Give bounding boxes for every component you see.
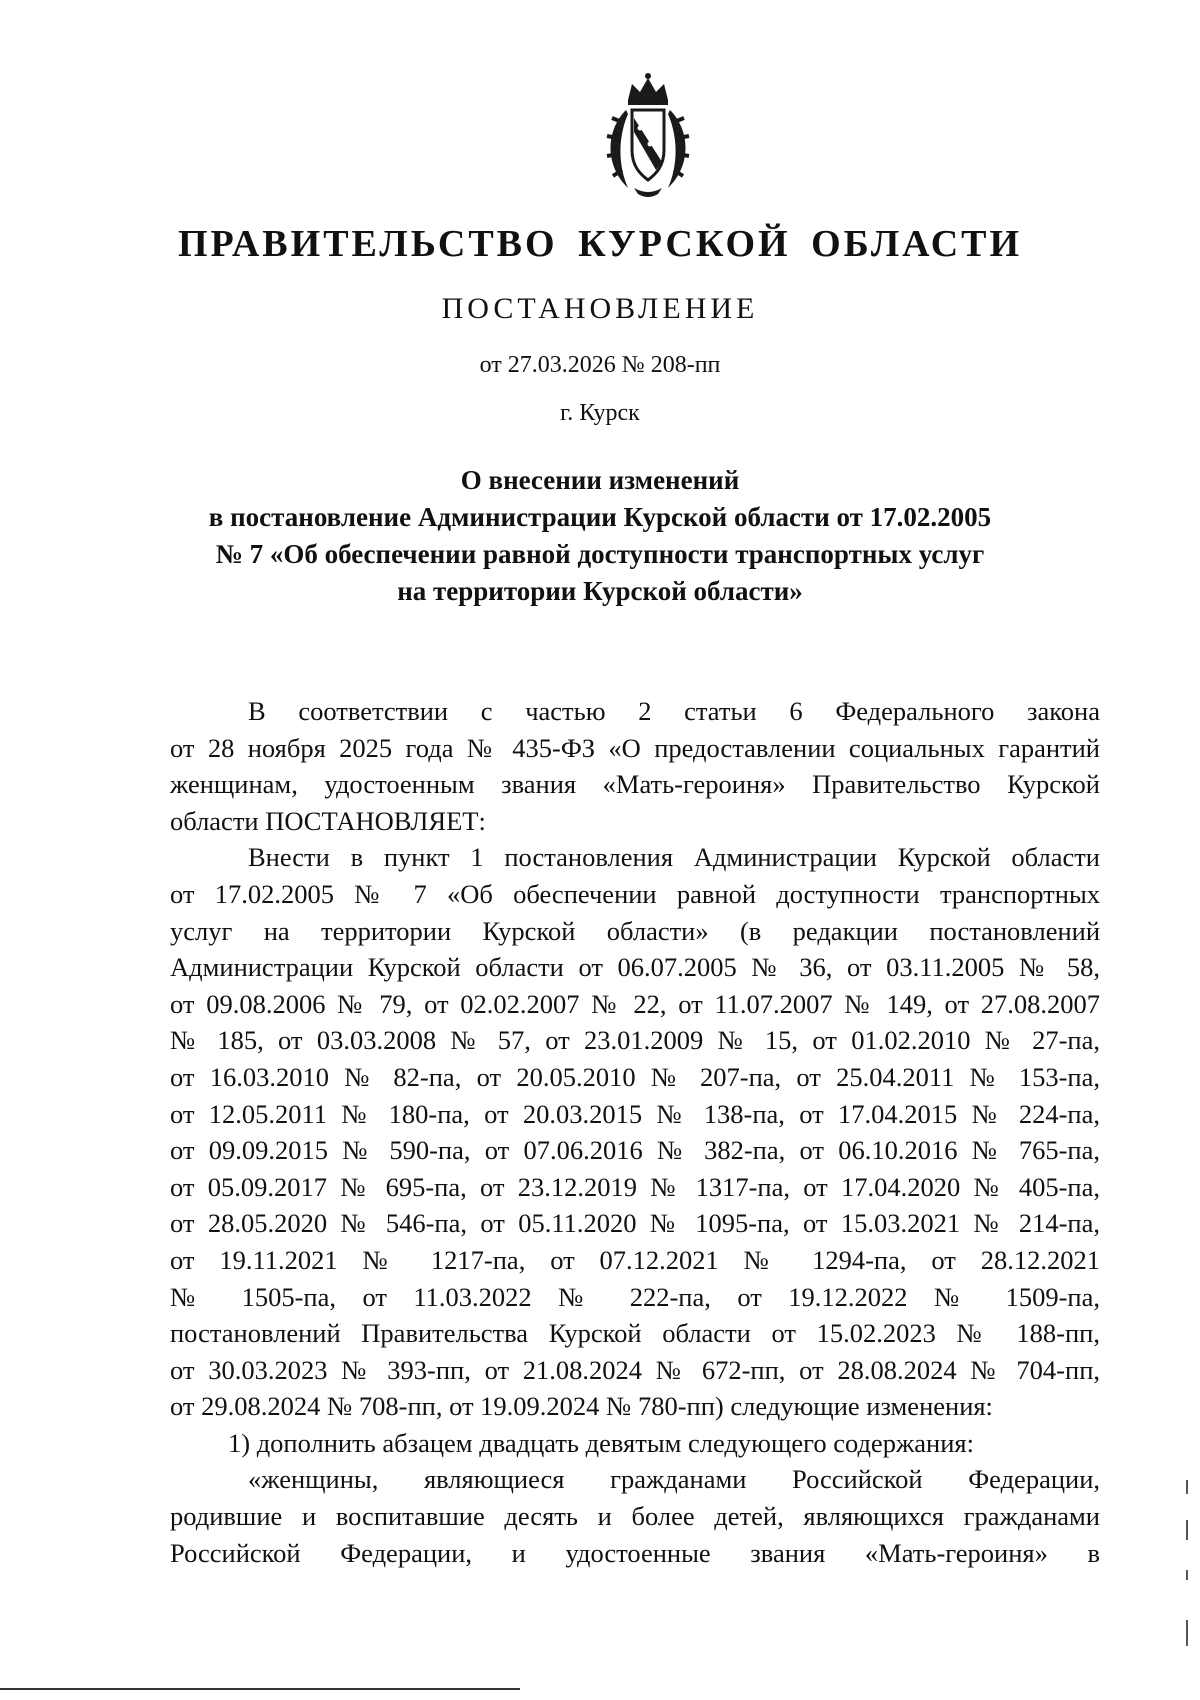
body-line: от 30.03.2023 № 393-пп, от 21.08.2024 № 672-пп, от 28.08.2024 № 704-пп, — [170, 1354, 1100, 1385]
body-line: от 12.05.2011 № 180-па, от 20.03.2015 № 138-па, от 17.04.2015 № 224-па, — [170, 1098, 1100, 1129]
title-line: на территории Курской области» — [397, 576, 803, 606]
body-line: области ПОСТАНОВЛЯЕТ: — [170, 805, 486, 836]
body-line: от 28 ноября 2025 года № 435-ФЗ «О предоставлении социальных гарантий — [170, 732, 1100, 763]
body-line: от 29.08.2024 № 708-пп, от 19.09.2024 № 780-пп) следующие изменения: — [170, 1391, 993, 1422]
government-name: ПРАВИТЕЛЬСТВО КУРСКОЙ ОБЛАСТИ — [177, 223, 1023, 265]
document-type: ПОСТАНОВЛЕНИЕ — [441, 292, 759, 325]
body-line: от 17.02.2005 № 7 «Об обеспечении равной доступности транспортных — [170, 878, 1100, 909]
body-line: от 16.03.2010 № 82-па, от 20.05.2010 № 207-па, от 25.04.2011 № 153-па, — [170, 1061, 1100, 1092]
scan-edge-marks — [1186, 1480, 1190, 1680]
body-line: от 09.08.2006 № 79, от 02.02.2007 № 22, от 11.07.2007 № 149, от 27.08.2007 — [170, 988, 1100, 1019]
body-line: родившие и воспитавшие десять и более детей, являющихся гражданами — [170, 1501, 1100, 1532]
body-line: 1) дополнить абзацем двадцать девятым следующего содержания: — [228, 1427, 974, 1458]
document-body — [170, 693, 1100, 1571]
scan-bottom-rule — [0, 1688, 520, 1690]
title-line: в постановление Администрации Курской области от 17.02.2005 — [208, 502, 992, 532]
body-line: № 185, от 03.03.2008 № 57, от 23.01.2009 № 15, от 01.02.2010 № 27-па, — [170, 1025, 1100, 1056]
body-line: от 05.09.2017 № 695-па, от 23.12.2019 № 1317-па, от 17.04.2020 № 405-па, — [170, 1171, 1100, 1202]
body-line: Российской Федерации, и удостоенные звания «Мать-героиня» в — [170, 1537, 1100, 1568]
body-line: от 19.11.2021 № 1217-па, от 07.12.2021 № 1294-па, от 28.12.2021 — [170, 1244, 1100, 1275]
body-line: Администрации Курской области от 06.07.2005 № 36, от 03.11.2005 № 58, — [170, 952, 1100, 983]
body-line: от 28.05.2020 № 546-па, от 05.11.2020 № 1095-па, от 15.03.2021 № 214-па, — [170, 1208, 1100, 1239]
body-line: В соответствии с частью 2 статьи 6 Федерального закона — [248, 696, 1100, 726]
body-line: постановлений Правительства Курской области от 15.02.2023 № 188-пп, — [170, 1318, 1100, 1349]
title-line: О внесении изменений — [460, 465, 740, 495]
document-title — [140, 462, 1060, 610]
document-number: от 27.03.2026 № 208-пп — [479, 352, 721, 378]
body-line: услуг на территории Курской области» (в редакции постановлений — [170, 915, 1100, 946]
document-city: г. Курск — [560, 400, 640, 426]
coat-of-arms-icon — [598, 70, 698, 200]
body-line: № 1505-па, от 11.03.2022 № 222-па, от 19.12.2022 № 1509-па, — [170, 1281, 1100, 1312]
title-line: № 7 «Об обеспечении равной доступности транспортных услуг — [215, 539, 985, 569]
body-line: Внести в пункт 1 постановления Администрации Курской области — [248, 842, 1100, 873]
body-line: от 09.09.2015 № 590-па, от 07.06.2016 № 382-па, от 06.10.2016 № 765-па, — [170, 1135, 1100, 1166]
body-line: женщинам, удостоенным звания «Мать-героиня» Правительство Курской — [170, 769, 1100, 800]
body-line: «женщины, являющиеся гражданами Российской Федерации, — [248, 1464, 1100, 1495]
